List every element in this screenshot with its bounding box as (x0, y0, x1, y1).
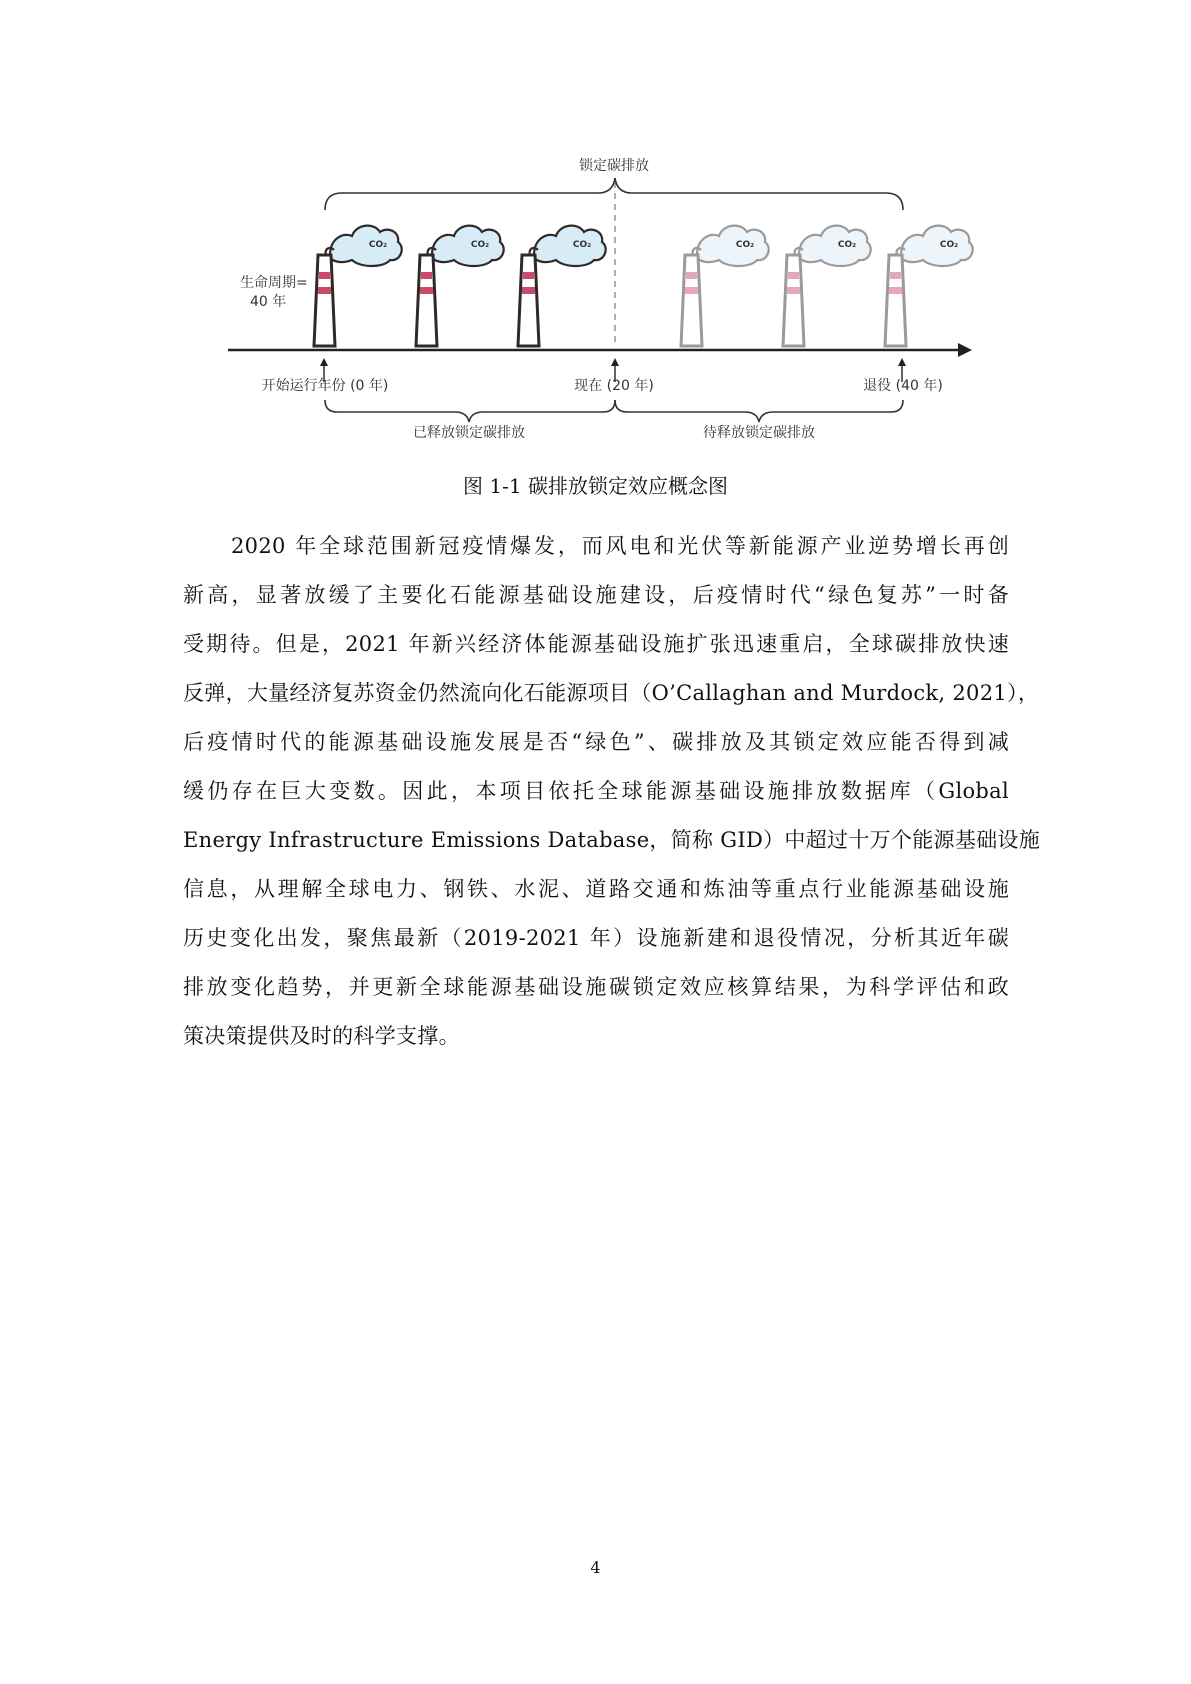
co2-label: CO₂ (470, 240, 490, 250)
svg-text:退役 (40 年): 退役 (40 年) (863, 378, 943, 394)
paragraph-line: 信息，从理解全球电力、钢铁、水泥、道路交通和炼油等重点行业能源基础设施 (183, 877, 1009, 901)
up-arrow-icon (320, 358, 328, 366)
released-label: 已释放锁定碳排放 (413, 425, 525, 441)
chimney-faded-3 (885, 226, 973, 346)
paragraph-line: 受期待。但是，2021 年新兴经济体能源基础设施扩张迅速重启，全球碳排放快速 (183, 632, 1009, 656)
smoke-cloud-icon (534, 226, 606, 266)
body-paragraph (183, 522, 1041, 1061)
marker-start (262, 358, 389, 394)
svg-text:现在 (20 年): 现在 (20 年) (574, 378, 654, 394)
smoke-cloud-icon (901, 226, 973, 266)
co2-label: CO₂ (735, 240, 755, 250)
paragraph-line: 新高，显著放缓了主要化石能源基础设施建设，后疫情时代“绿色复苏”一时备 (183, 583, 1009, 607)
chimney-faded-1 (681, 226, 769, 346)
axis-arrowhead-icon (958, 343, 972, 357)
pending-label: 待释放锁定碳排放 (703, 425, 815, 441)
co2-label: CO₂ (837, 240, 857, 250)
marker-retire (863, 358, 943, 394)
chimney-stack-icon (681, 255, 702, 346)
page-number: 4 (590, 1558, 601, 1577)
smoke-cloud-icon (330, 226, 402, 266)
chimney-stack-icon (885, 255, 906, 346)
paragraph-line: 2020 年全球范围新冠疫情爆发，而风电和光伏等新能源产业逆势增长再创 (231, 534, 1009, 558)
co2-label: CO₂ (368, 240, 388, 250)
chimney-faded-2 (783, 226, 871, 346)
pending-brace (615, 400, 903, 422)
paragraph-line: 策决策提供及时的科学支撑。 (183, 1024, 460, 1048)
lifecycle-label-line2: 40 年 (250, 294, 287, 310)
paragraph-line: 后疫情时代的能源基础设施发展是否“绿色”、碳排放及其锁定效应能否得到减 (183, 730, 1009, 754)
paragraph-line: Energy Infrastructure Emissions Database，简称 GID）中超过十万个能源基础设施 (183, 828, 1041, 852)
chimney-active-2 (416, 226, 504, 346)
marker-now (574, 358, 654, 394)
smoke-cloud-icon (799, 226, 871, 266)
paragraph-line: 缓仍存在巨大变数。因此，本项目依托全球能源基础设施排放数据库（Global (183, 779, 1009, 803)
figure-caption: 图 1-1 碳排放锁定效应概念图 (463, 474, 728, 498)
paragraph-line: 历史变化出发，聚焦最新（2019-2021 年）设施新建和退役情况，分析其近年碳 (183, 926, 1009, 950)
co2-label: CO₂ (572, 240, 592, 250)
chimney-stack-icon (416, 255, 437, 346)
smoke-cloud-icon (697, 226, 769, 266)
up-arrow-icon (611, 358, 619, 366)
paragraph-line: 排放变化趋势，并更新全球能源基础设施碳锁定效应核算结果，为科学评估和政 (183, 975, 1009, 999)
chimney-active-3 (518, 226, 606, 346)
smoke-cloud-icon (432, 226, 504, 266)
paragraph-line: 反弹，大量经济复苏资金仍然流向化石能源项目（O’Callaghan and Murdock, 2021）， (183, 681, 1040, 705)
svg-text:开始运行年份 (0 年): 开始运行年份 (0 年) (261, 378, 389, 394)
chimney-stack-icon (314, 255, 335, 346)
top-brace (325, 178, 903, 210)
chimney-stack-icon (783, 255, 804, 346)
co2-label: CO₂ (939, 240, 959, 250)
chimney-stack-icon (518, 255, 539, 346)
top-brace-label: 锁定碳排放 (579, 158, 649, 174)
lifecycle-label-line1: 生命周期= (240, 275, 308, 291)
released-brace (325, 400, 615, 422)
chimney-active-1 (314, 226, 402, 346)
carbon-lockin-figure (0, 0, 1191, 460)
up-arrow-icon (898, 358, 906, 366)
